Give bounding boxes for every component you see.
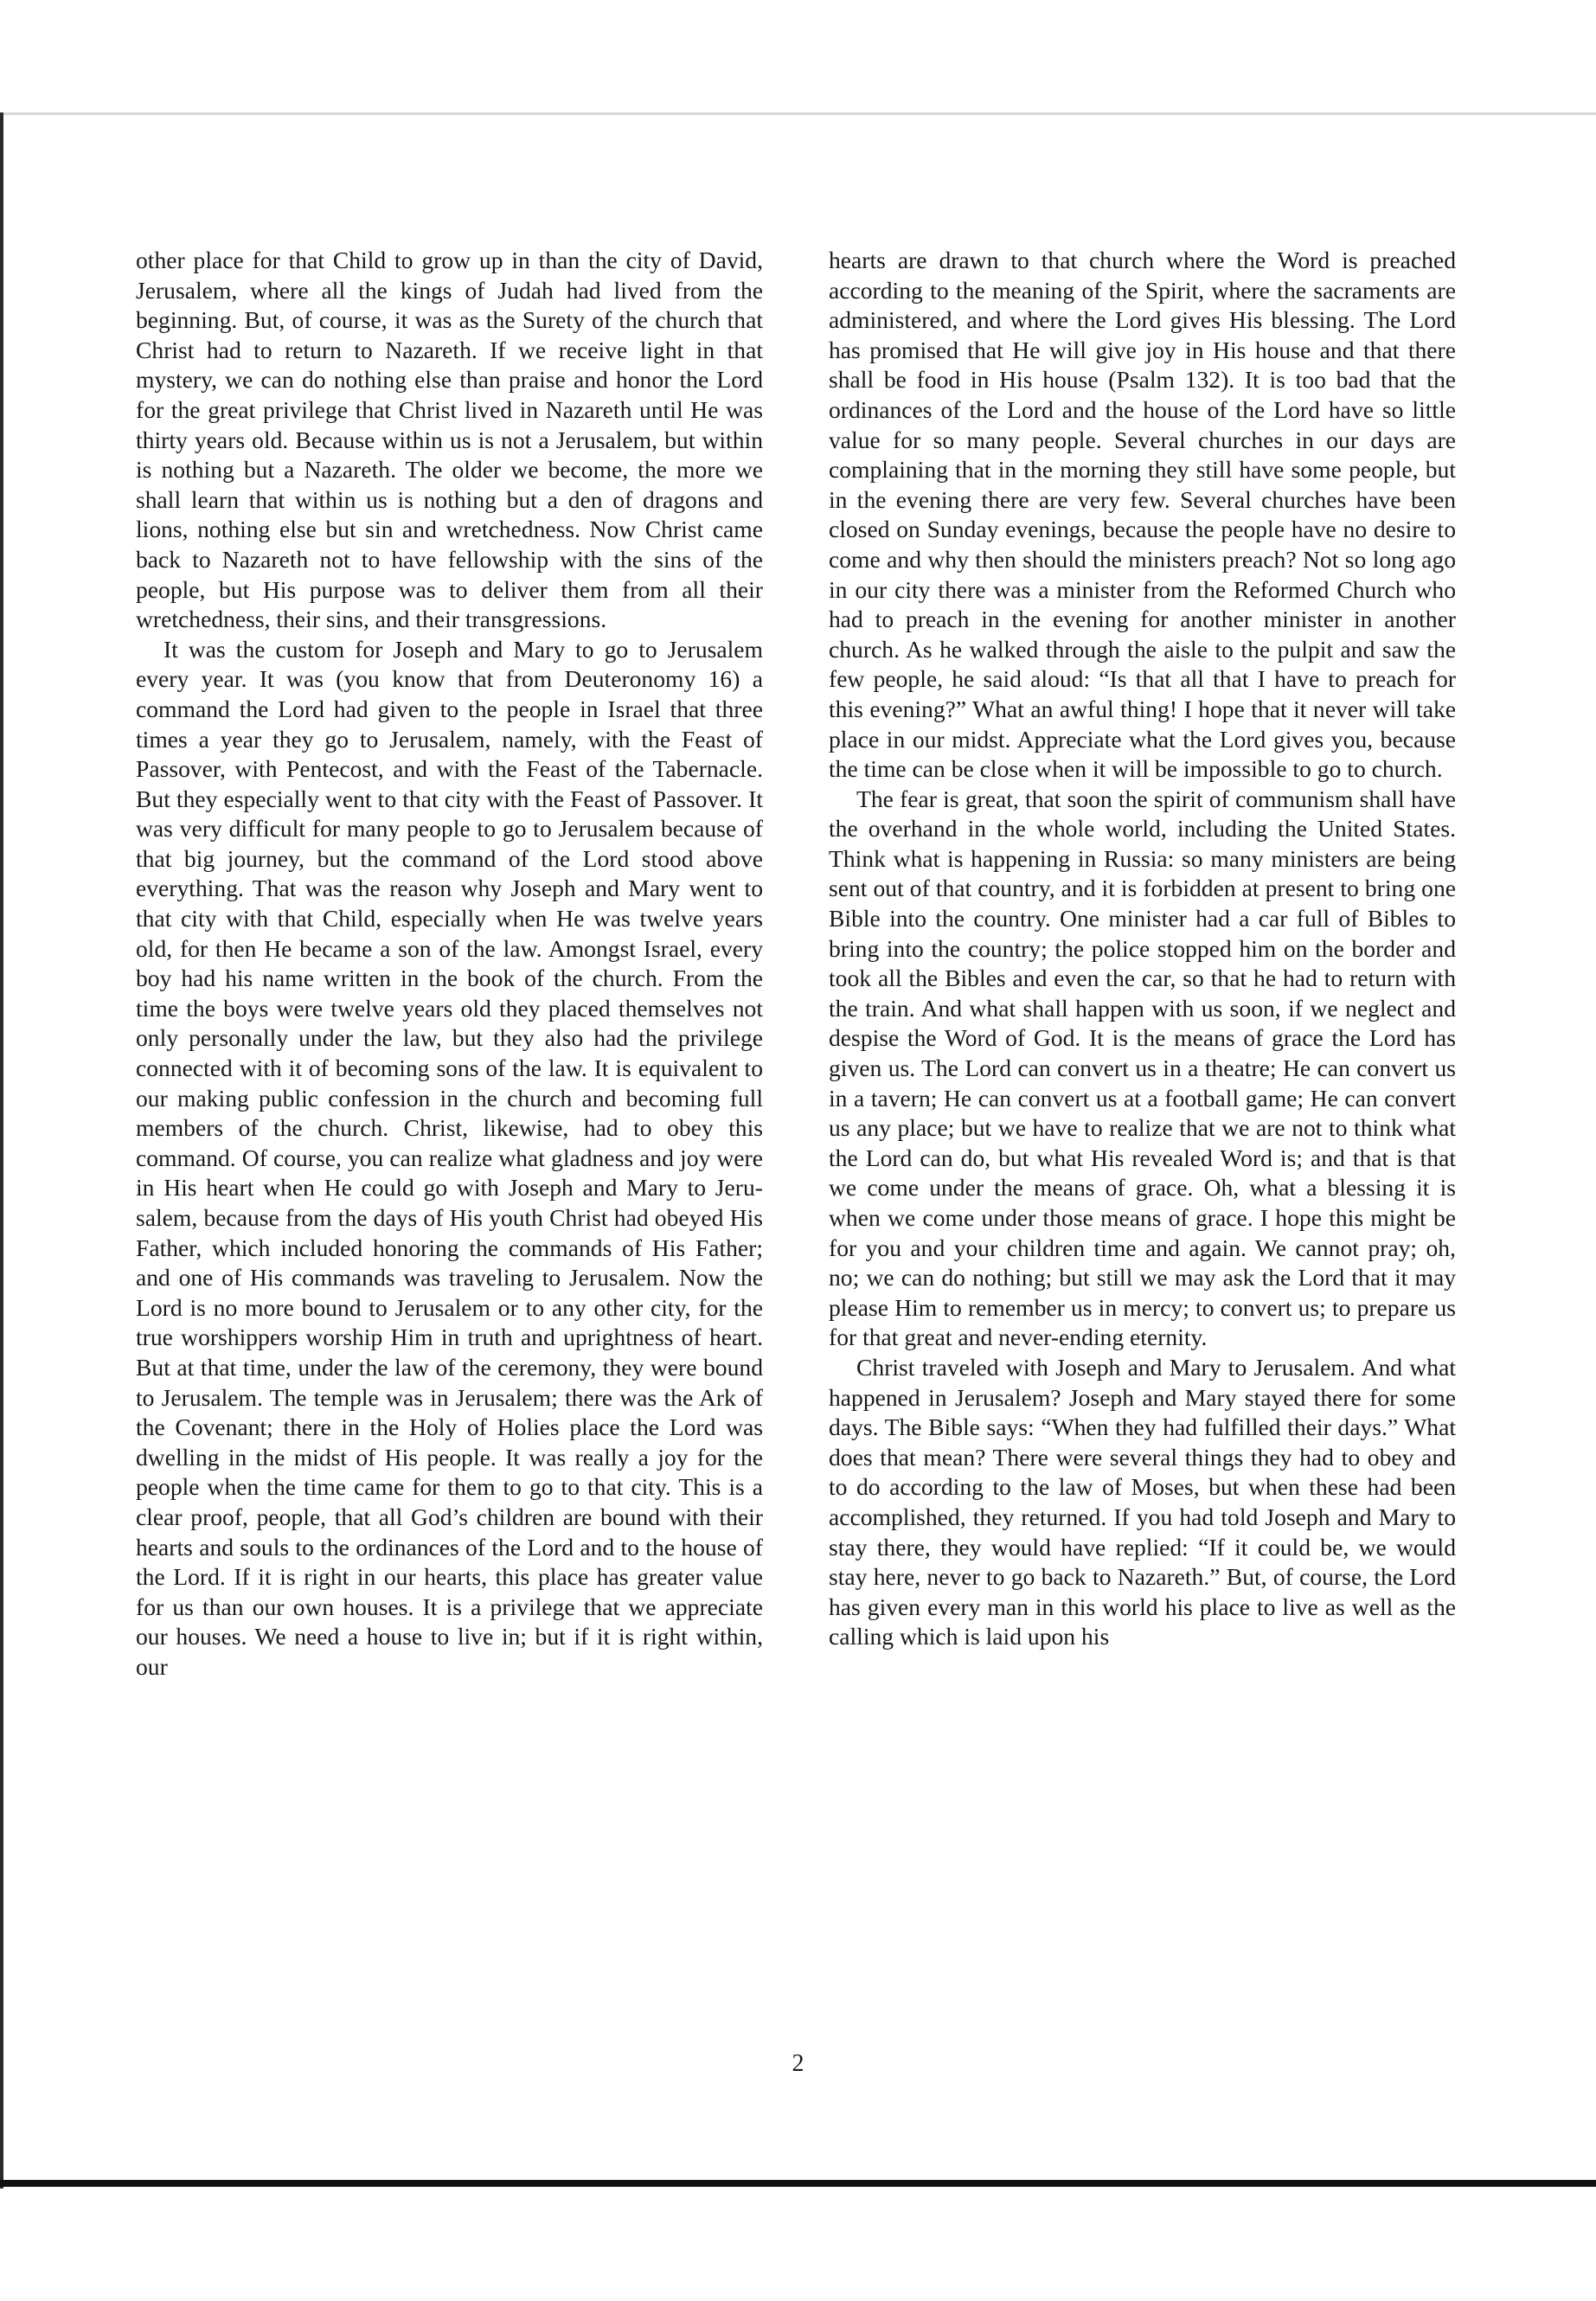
right-paragraph-2: The fear is great, that soon the spirit of communism shall have the overhand in the whole world, including the United States. Think what is happening in Russia: so many ministers are being sent out of that country, and it is forbidden at present to bring one Bible into the country. One minister had a car full of Bibles to bring into the country; the police stopped him on the border and took all the Bibles and even the car, so that he had to return with the train. And what shall happen with us soon, if we neglect and despise the Word of God. It is the means of grace the Lord has given us. The Lord can convert us in a theatre; He can convert us in a tavern; He can convert us at a football game; He can convert us any place; but we have to realize that we are not to think what the Lord can do, but what His revealed Word is; and that is that we come under the means of grace. Oh, what a blessing it is when we come under those means of grace. I hope this might be for you and your children time and again. We cannot pray; oh, no; we can do nothing; but still we may ask the Lord that it may please Him to remember us in mercy; to convert us; to prepare us for that great and never-ending eternity. — [829, 785, 1456, 1351]
right-column — [829, 246, 1456, 1652]
bottom-rule — [0, 2180, 1596, 2187]
left-paragraph-1: other place for that Child to grow up in than the city of David, Jerusalem, where all the kings of Judah had lived from the beginning. But, of course, it was as the Surety of the church that Christ had to return to Nazareth. If we receive light in that mystery, we can do nothing else than praise and honor the Lord for the great privilege that Christ lived in Nazareth until He was thirty years old. Because within us is not a Jerusalem, but within is nothing but a Nazareth. The older we become, the more we shall learn that within us is nothing but a den of dragons and lions, nothing else but sin and wretchedness. Now Christ came back to Nazareth not to have fellowship with the sins of the people, but His purpose was to deliver them from all their wretchedness, their sins, and their transgressions. — [136, 247, 763, 633]
page-number: 2 — [792, 2050, 804, 2077]
right-paragraph-1: hearts are drawn to that church where the Word is preached according to the meaning of the Spirit, where the sacraments are administered, and where the Lord gives His blessing. The Lord has promised that He will give joy in His house and that there shall be food in His house (Psalm 132). It is too bad that the ordinances of the Lord and the house of the Lord have so little value for so many people. Several churches in our days are complaining that in the morning they still have some people, but in the evening there are very few. Several churches have been closed on Sunday evenings, because the people have no desire to come and why then should the ministers preach? Not so long ago in our city there was a minister from the Reformed Church who had to preach in the evening for another minister in another church. As he walked through the aisle to the pulpit and saw the few people, he said aloud: “Is that all that I have to preach for this evening?” What an awful thing! I hope that it never will take place in our midst. Appreciate what the Lord gives you, because the time can be close when it will be impossible to go to church. — [829, 247, 1456, 783]
left-column — [136, 246, 763, 1682]
left-paragraph-2: It was the custom for Joseph and Mary to go to Jerusalem every year. It was (you know that from Deuteronomy 16) a command the Lord had given to the people in Israel that three times a year they go to Jerusalem, namely, with the Feast of Passover, with Pentecost, and with the Feast of the Tabernacle. But they especially went to that city with the Feast of Passover. It was very difficult for many people to go to Jerusalem because of that big journey, but the command of the Lord stood above everything. That was the reason why Joseph and Mary went to that city with that Child, especially when He was twelve years old, for then He became a son of the law. Amongst Israel, every boy had his name written in the book of the church. From the time the boys were twelve years old they placed themselves not only personally under the law, but they also had the privilege connected with it of becoming sons of the law. It is equivalent to our making public confession in the church and becoming full members of the church. Christ, likewise, had to obey this command. Of course, you can realize what gladness and joy were in His heart when He could go with Joseph and Mary to Jerusalem, because from the days of His youth Christ had obeyed His Father, which included honoring the commands of His Father; and one of His commands was traveling to Jerusalem. Now the Lord is no more bound to Jerusalem or to any other city, for the true worshippers worship Him in truth and uprightness of heart. But at that time, under the law of the ceremony, they were bound to Jerusalem. The temple was in Jerusalem; there was the Ark of the Covenant; there in the Holy of Holies place the Lord was dwelling in the midst of His people. It was really a joy for the people when the time came for them to go to that city. This is a clear proof, people, that all God’s children are bound with their hearts and souls to the ordinances of the Lord and to the house of the Lord. If it is right in our hearts, this place has greater value for us than our own houses. It is a privilege that we appreciate our houses. We need a house to live in; but if it is right within, our — [136, 635, 763, 1680]
right-paragraph-3: Christ traveled with Joseph and Mary to Jerusalem. And what happened in Jerusalem? Joseph and Mary stayed there for some days. The Bible says: “When they had fulfilled their days.” What does that mean? There were several things they had to obey and to do according to the law of Moses, but when these had been accomplished, they returned. If you had told Joseph and Mary to stay there, they would have replied: “If it could be, we would stay here, never to go back to Nazareth.” But, of course, the Lord has given every man in this world his place to live as well as the calling which is laid upon his — [829, 1353, 1456, 1650]
scan-edge-left — [0, 112, 3, 2189]
scan-edge-top — [0, 112, 1596, 115]
